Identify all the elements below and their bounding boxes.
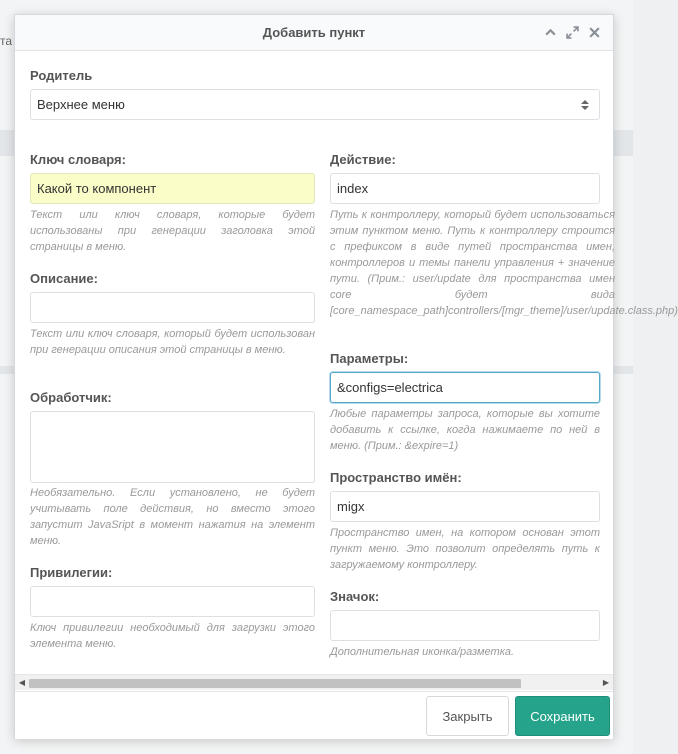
namespace-label: Пространство имён: bbox=[330, 470, 462, 485]
namespace-input[interactable]: migx bbox=[330, 491, 600, 522]
close-icon[interactable] bbox=[587, 25, 601, 39]
description-help: Текст или ключ словаря, который будет использован при генерации описания этой страницы в меню. bbox=[30, 328, 315, 356]
collapse-icon[interactable] bbox=[543, 25, 557, 39]
dict-key-label: Ключ словаря: bbox=[30, 152, 126, 167]
icon-input[interactable] bbox=[330, 610, 600, 641]
description-label: Описание: bbox=[30, 271, 98, 286]
params-input[interactable]: &configs=electrica bbox=[330, 372, 600, 403]
action-label: Действие: bbox=[330, 152, 396, 167]
icon-help: Дополнительная иконка/разметка. bbox=[330, 646, 515, 658]
scroll-right-icon[interactable]: ▶ bbox=[602, 678, 610, 687]
add-item-dialog bbox=[14, 14, 678, 739]
parent-select[interactable] bbox=[30, 89, 600, 120]
action-help: Путь к контроллеру, который будет использоваться этим пунктом меню. Путь к контроллеру строится с префиксом в виде путей пространства имен, контроллеров и темы панели управления + значение пути. (Прим.: user/update для пространства имен core будет вида [core_namespace_path]controllers/[mgr_theme]/user/update.class.php) bbox=[330, 209, 678, 317]
dialog-body bbox=[15, 52, 678, 682]
dialog-tools bbox=[543, 25, 601, 39]
namespace-help: Пространство имен, на котором основан этот пункт меню. Это позволит определять путь к загружаемому контроллеру. bbox=[330, 527, 600, 571]
icon-label: Значок: bbox=[330, 589, 380, 604]
background-text: та bbox=[0, 34, 13, 48]
parent-label: Родитель bbox=[30, 68, 93, 83]
select-arrows-icon bbox=[581, 99, 589, 111]
dialog-title: Добавить пункт bbox=[262, 25, 366, 40]
maximize-icon[interactable] bbox=[565, 25, 579, 39]
privileges-input[interactable] bbox=[30, 586, 315, 617]
parent-select-value: Верхнее меню bbox=[37, 97, 125, 112]
description-input[interactable] bbox=[30, 292, 315, 323]
dialog-titlebar[interactable] bbox=[15, 15, 613, 51]
privileges-help: Ключ привилегии необходимый для загрузки этого элемента меню. bbox=[30, 622, 315, 650]
handler-label: Обработчик: bbox=[30, 390, 112, 405]
save-button[interactable]: Сохранить bbox=[515, 696, 610, 736]
scrollbar-thumb[interactable] bbox=[29, 679, 521, 688]
privileges-label: Привилегии: bbox=[30, 565, 113, 580]
params-help: Любые параметры запроса, которые вы хотите добавить к ссылке, когда нажимаете по ней в меню. (Прим.: &expire=1) bbox=[330, 408, 600, 452]
params-label: Параметры: bbox=[330, 351, 409, 366]
dialog-footer bbox=[15, 691, 613, 739]
scroll-left-icon[interactable]: ◀ bbox=[18, 678, 26, 687]
close-button[interactable]: Закрыть bbox=[426, 696, 509, 736]
handler-help: Необязательно. Если установлено, не будет учитывать поле действия, но вместо этого запустит JavaSript в момент нажатия на элемент меню. bbox=[30, 487, 315, 547]
dict-key-help: Текст или ключ словаря, которые будет использованы при генерации заголовка этой страницы в меню. bbox=[30, 209, 315, 253]
handler-textarea[interactable] bbox=[30, 411, 315, 483]
horizontal-scrollbar[interactable] bbox=[15, 674, 613, 690]
action-input[interactable]: index bbox=[330, 173, 600, 204]
dict-key-input[interactable]: Какой то компонент bbox=[30, 173, 315, 204]
